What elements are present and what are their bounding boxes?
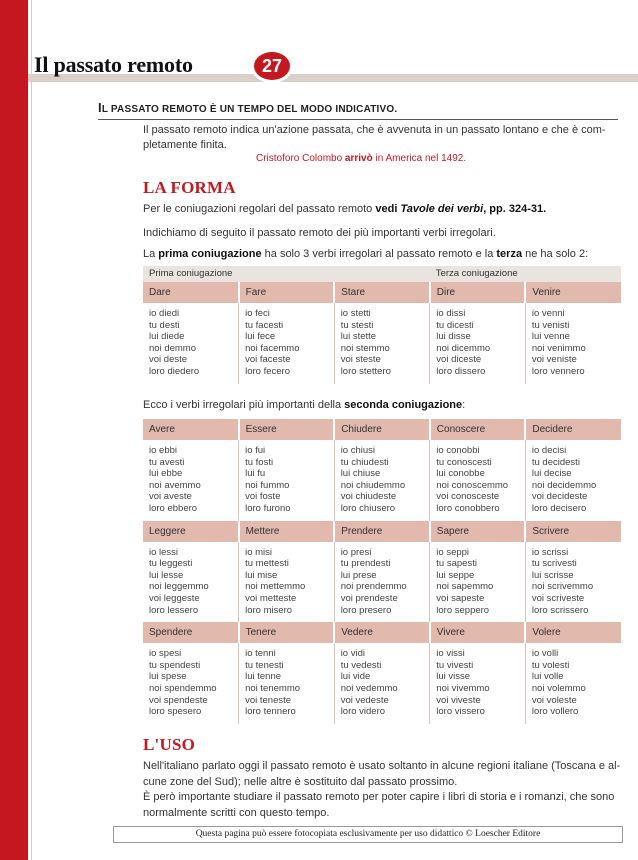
- verb-forms-row: [143, 542, 621, 623]
- conjugated-form: voi faceste: [245, 354, 291, 366]
- conjugated-form: noi venimmo: [531, 342, 586, 354]
- p4-bold: seconda coniugazione: [344, 399, 463, 411]
- forma-paragraph-3: [143, 247, 621, 262]
- example-sentence: [256, 153, 466, 164]
- verb-forms-vivere: [430, 643, 526, 724]
- group-prima: Prima coniugazione: [143, 266, 430, 282]
- conjugated-form: lui spese: [149, 671, 187, 683]
- forma-paragraph-4: [143, 398, 621, 413]
- verb-forms-volere: [525, 643, 621, 724]
- verb-forms-tenere: [239, 643, 335, 724]
- conjugated-form: noi prendemmo: [340, 581, 407, 593]
- conjugated-form: io presi: [340, 546, 372, 558]
- conjugated-form: io chiusi: [340, 445, 376, 456]
- conjugated-form: noi conoscemmo: [436, 479, 509, 491]
- uso-line-1: Nell'italiano parlato oggi il passato remoto è usato soltanto in alcune regioni italiane (Toscana e al-: [143, 760, 621, 772]
- verb-forms-row: [143, 303, 621, 384]
- conjugated-form: lui seppe: [436, 569, 475, 581]
- conjugated-form: noi chiudemmo: [340, 479, 406, 491]
- verb-forms-fare: [239, 303, 335, 384]
- heading-la-forma: LA FORMA: [143, 178, 236, 197]
- conjugated-form: io diedi: [149, 308, 180, 319]
- conjugated-form: noi spendemmo: [149, 682, 217, 694]
- conjugated-form: voi vedeste: [340, 694, 389, 706]
- irregular-verbs-table-2: [143, 419, 621, 724]
- conjugated-form: voi foste: [245, 491, 281, 503]
- verb-name-venire: Venire: [525, 282, 621, 303]
- conjugated-form: loro furono: [245, 502, 291, 514]
- verb-name-decidere: Decidere: [525, 419, 621, 440]
- p1-reference: Tavole dei verbi: [400, 203, 484, 215]
- conjugated-form: tu dicesti: [436, 319, 474, 331]
- chapter-number-badge: 27: [254, 52, 290, 80]
- verb-forms-conoscere: [430, 440, 526, 521]
- p3-bold-prima: prima coniugazione: [158, 248, 262, 260]
- verb-name-spendere: Spendere: [143, 622, 239, 643]
- conjugated-form: loro conobbero: [436, 502, 500, 514]
- conjugated-form: noi dicemmo: [436, 342, 491, 354]
- chapter-title: Il passato remoto: [34, 52, 193, 77]
- p4-text: Ecco i verbi irregolari più importanti della: [143, 399, 345, 411]
- conjugated-form: loro vissero: [436, 706, 485, 718]
- conjugated-form: lui decise: [531, 468, 572, 480]
- conjugated-form: noi decidemmo: [531, 479, 597, 491]
- conjugated-form: voi teneste: [245, 694, 292, 706]
- verb-name-fare: Fare: [239, 282, 335, 303]
- conjugated-form: loro misero: [245, 604, 293, 616]
- conjugated-form: io decisi: [531, 445, 567, 456]
- verb-name-mettere: Mettere: [239, 521, 335, 542]
- conjugated-form: tu avesti: [149, 456, 185, 468]
- verb-name-conoscere: Conoscere: [430, 419, 526, 440]
- conjugated-form: io scrissi: [531, 546, 569, 558]
- conjugated-form: tu chiudesti: [340, 456, 389, 468]
- irregular-verbs-table-1: [143, 266, 621, 384]
- conjugated-form: io ebbi: [149, 445, 177, 456]
- section-headline: [98, 100, 618, 120]
- conjugated-form: lui tenne: [245, 671, 282, 683]
- verb-forms-row: [143, 440, 621, 521]
- conjugated-form: lui vide: [340, 671, 371, 683]
- conjugated-form: voi deste: [149, 354, 188, 366]
- conjugated-form: noi mettemmo: [245, 581, 306, 593]
- example-verb: arrivò: [344, 153, 373, 164]
- conjugated-form: lui venne: [531, 331, 570, 343]
- conjugated-form: loro videro: [340, 706, 386, 718]
- group-terza: Terza coniugazione: [430, 266, 621, 282]
- conjugated-form: lui disse: [436, 331, 471, 343]
- conjugated-form: loro seppero: [436, 604, 490, 616]
- verb-forms-spendere: [143, 643, 239, 724]
- conjugated-form: tu vedesti: [340, 659, 382, 671]
- conjugated-form: lui fu: [245, 468, 266, 480]
- conjugated-form: io lessi: [149, 546, 179, 558]
- verb-name-scrivere: Scrivere: [525, 521, 621, 542]
- conjugated-form: io venni: [531, 308, 565, 319]
- intro-paragraph: Il passato remoto indica un'azione passata, che è avvenuta in un passato lontano e che è com-pletamente finita.: [143, 124, 606, 151]
- conjugated-form: noi avemmo: [149, 479, 201, 491]
- conjugated-form: io stetti: [340, 308, 371, 319]
- conjugated-form: tu tenesti: [245, 659, 284, 671]
- p3-a: La: [143, 248, 159, 260]
- conjugated-form: voi voleste: [531, 694, 577, 706]
- conjugated-form: io volli: [531, 648, 559, 660]
- conjugated-form: lui visse: [436, 671, 471, 683]
- conjugated-form: noi demmo: [149, 342, 196, 354]
- group-row: [143, 266, 621, 282]
- conjugated-form: voi leggeste: [149, 592, 200, 604]
- conjugated-form: voi spendeste: [149, 694, 208, 706]
- verb-forms-mettere: [239, 542, 335, 623]
- verb-forms-venire: [525, 303, 621, 384]
- p1-text: Per le coniugazioni regolari del passato remoto: [143, 203, 376, 215]
- conjugated-form: io feci: [245, 308, 270, 319]
- verb-forms-dare: [143, 303, 239, 384]
- conjugated-form: voi sapeste: [436, 592, 485, 604]
- conjugated-form: voi veniste: [531, 354, 577, 366]
- p3-c: ha solo 3 verbi irregolari al passato remoto e la: [261, 248, 497, 260]
- conjugated-form: tu fosti: [245, 456, 274, 468]
- conjugated-form: voi conosceste: [436, 491, 500, 503]
- conjugated-form: noi vivemmo: [436, 682, 490, 694]
- p3-e: ne ha solo 2:: [522, 248, 589, 260]
- conjugated-form: tu venisti: [531, 319, 570, 331]
- verb-name-sapere: Sapere: [430, 521, 526, 542]
- copyright-footer: Questa pagina può essere fotocopiata esclusivamente per uso didattico © Loescher Editore: [113, 826, 623, 843]
- verb-forms-row: [143, 643, 621, 724]
- verb-name-vedere: Vedere: [334, 622, 430, 643]
- conjugated-form: tu decidesti: [531, 456, 580, 468]
- verb-header-row: [143, 622, 621, 643]
- conjugated-form: voi decideste: [531, 491, 588, 503]
- conjugated-form: lui scrisse: [531, 569, 574, 581]
- conjugated-form: loro vennero: [531, 365, 585, 377]
- verb-forms-sapere: [430, 542, 526, 623]
- conjugated-form: lui stette: [340, 331, 377, 343]
- verb-name-essere: Essere: [239, 419, 335, 440]
- conjugated-form: tu prendesti: [340, 558, 391, 570]
- conjugated-form: loro scrissero: [531, 604, 589, 616]
- conjugated-form: tu sapesti: [436, 558, 477, 570]
- conjugated-form: loro dissero: [436, 365, 486, 377]
- verb-name-vivere: Vivere: [430, 622, 526, 643]
- conjugated-form: loro fecero: [245, 365, 290, 377]
- uso-line-3: È però importante studiare il passato remoto per poter capire i libri di storia e i romanzi, che sono: [143, 791, 615, 803]
- verb-name-volere: Volere: [525, 622, 621, 643]
- conjugated-form: loro vollero: [531, 706, 579, 718]
- conjugated-form: noi volemmo: [531, 682, 586, 694]
- conjugated-form: voi metteste: [245, 592, 297, 604]
- conjugated-form: io vissi: [436, 648, 465, 660]
- conjugated-form: noi leggemmo: [149, 581, 209, 593]
- verb-name-dire: Dire: [430, 282, 526, 303]
- conjugated-form: loro diedero: [149, 365, 200, 377]
- conjugated-form: lui volle: [531, 671, 564, 683]
- conjugated-form: tu stesti: [340, 319, 374, 331]
- headline-initial: I: [98, 100, 102, 115]
- p1-pages: , pp. 324-31.: [483, 203, 547, 215]
- heading-l-uso: L'USO: [143, 735, 196, 754]
- verb-name-tenere: Tenere: [239, 622, 335, 643]
- verb-header-row: [143, 521, 621, 542]
- conjugated-form: io dissi: [436, 308, 466, 319]
- verb-header-row: [143, 282, 621, 303]
- verb-forms-scrivere: [525, 542, 621, 623]
- conjugated-form: tu volesti: [531, 659, 570, 671]
- conjugated-form: io conobbi: [436, 445, 480, 456]
- conjugated-form: noi vedemmo: [340, 682, 398, 694]
- conjugated-form: lui conobbe: [436, 468, 485, 480]
- conjugated-form: io misi: [245, 546, 273, 558]
- verb-forms-avere: [143, 440, 239, 521]
- example-post: in America nel 1492.: [372, 153, 467, 164]
- conjugated-form: voi steste: [340, 354, 381, 366]
- conjugated-form: lui diede: [149, 331, 185, 343]
- conjugated-form: tu scrivesti: [531, 558, 577, 570]
- conjugated-form: lui lesse: [149, 569, 184, 581]
- p3-bold-terza: terza: [496, 248, 523, 260]
- conjugated-form: noi tenemmo: [245, 682, 301, 694]
- verb-forms-vedere: [334, 643, 430, 724]
- conjugated-form: noi sapemmo: [436, 581, 494, 593]
- conjugated-form: noi fummo: [245, 479, 290, 491]
- conjugated-form: voi diceste: [436, 354, 482, 366]
- uso-line-4: normalmente scritti con questo tempo.: [143, 806, 330, 819]
- p4-colon: :: [462, 399, 466, 411]
- conjugated-form: noi facemmo: [245, 342, 300, 354]
- verb-name-avere: Avere: [143, 419, 239, 440]
- conjugated-form: voi aveste: [149, 491, 192, 503]
- verb-forms-leggere: [143, 542, 239, 623]
- conjugated-form: lui ebbe: [149, 468, 183, 480]
- conjugated-form: loro lessero: [149, 604, 199, 616]
- verb-forms-chiudere: [334, 440, 430, 521]
- conjugated-form: loro tennero: [245, 706, 296, 718]
- headline-text: L PASSATO REMOTO È UN TEMPO DEL MODO INDICATIVO.: [101, 104, 398, 115]
- conjugated-form: tu spendesti: [149, 659, 201, 671]
- conjugated-form: loro presero: [340, 604, 392, 616]
- conjugated-form: lui prese: [340, 569, 377, 581]
- page-edge-band: [0, 0, 28, 860]
- conjugated-form: loro stettero: [340, 365, 391, 377]
- conjugated-form: voi scriveste: [531, 592, 585, 604]
- conjugated-form: voi viveste: [436, 694, 481, 706]
- conjugated-form: io vidi: [340, 648, 365, 660]
- conjugated-form: loro ebbero: [149, 502, 198, 514]
- verb-forms-dire: [430, 303, 526, 384]
- conjugated-form: lui mise: [245, 569, 278, 581]
- example-pre: Cristoforo Colombo: [256, 153, 345, 164]
- uso-paragraph: [143, 759, 621, 821]
- p1-bold: vedi: [375, 203, 401, 215]
- conjugated-form: io spesi: [149, 648, 182, 660]
- forma-paragraph-1: [143, 202, 621, 217]
- uso-line-2: cune zone del Sud); nelle altre è sostituito dal passato prossimo.: [143, 775, 458, 788]
- verb-forms-decidere: [525, 440, 621, 521]
- verb-forms-stare: [334, 303, 430, 384]
- verb-name-dare: Dare: [143, 282, 239, 303]
- verb-forms-essere: [239, 440, 335, 521]
- verb-forms-prendere: [334, 542, 430, 623]
- verb-header-row: [143, 419, 621, 440]
- conjugated-form: loro spesero: [149, 706, 202, 718]
- conjugated-form: io fui: [245, 445, 266, 456]
- conjugated-form: io tenni: [245, 648, 276, 660]
- conjugated-form: tu leggesti: [149, 558, 193, 570]
- forma-paragraph-2: Indichiamo di seguito il passato remoto dei più importanti verbi irregolari.: [143, 227, 496, 239]
- conjugated-form: io seppi: [436, 546, 470, 558]
- verb-name-chiudere: Chiudere: [334, 419, 430, 440]
- conjugated-form: noi scrivemmo: [531, 581, 594, 593]
- conjugated-form: voi prendeste: [340, 592, 398, 604]
- verb-name-leggere: Leggere: [143, 521, 239, 542]
- conjugated-form: lui fece: [245, 331, 276, 343]
- margin-rule: [31, 0, 32, 860]
- conjugated-form: tu vivesti: [436, 659, 474, 671]
- conjugated-form: noi stemmo: [340, 342, 390, 354]
- conjugated-form: tu desti: [149, 319, 180, 331]
- conjugated-form: loro chiusero: [340, 502, 396, 514]
- conjugated-form: loro decisero: [531, 502, 587, 514]
- verb-name-stare: Stare: [334, 282, 430, 303]
- verb-name-prendere: Prendere: [334, 521, 430, 542]
- conjugated-form: voi chiudeste: [340, 491, 397, 503]
- conjugated-form: lui chiuse: [340, 468, 381, 480]
- conjugated-form: tu conoscesti: [436, 456, 492, 468]
- conjugated-form: tu mettesti: [245, 558, 289, 570]
- conjugated-form: tu facesti: [245, 319, 284, 331]
